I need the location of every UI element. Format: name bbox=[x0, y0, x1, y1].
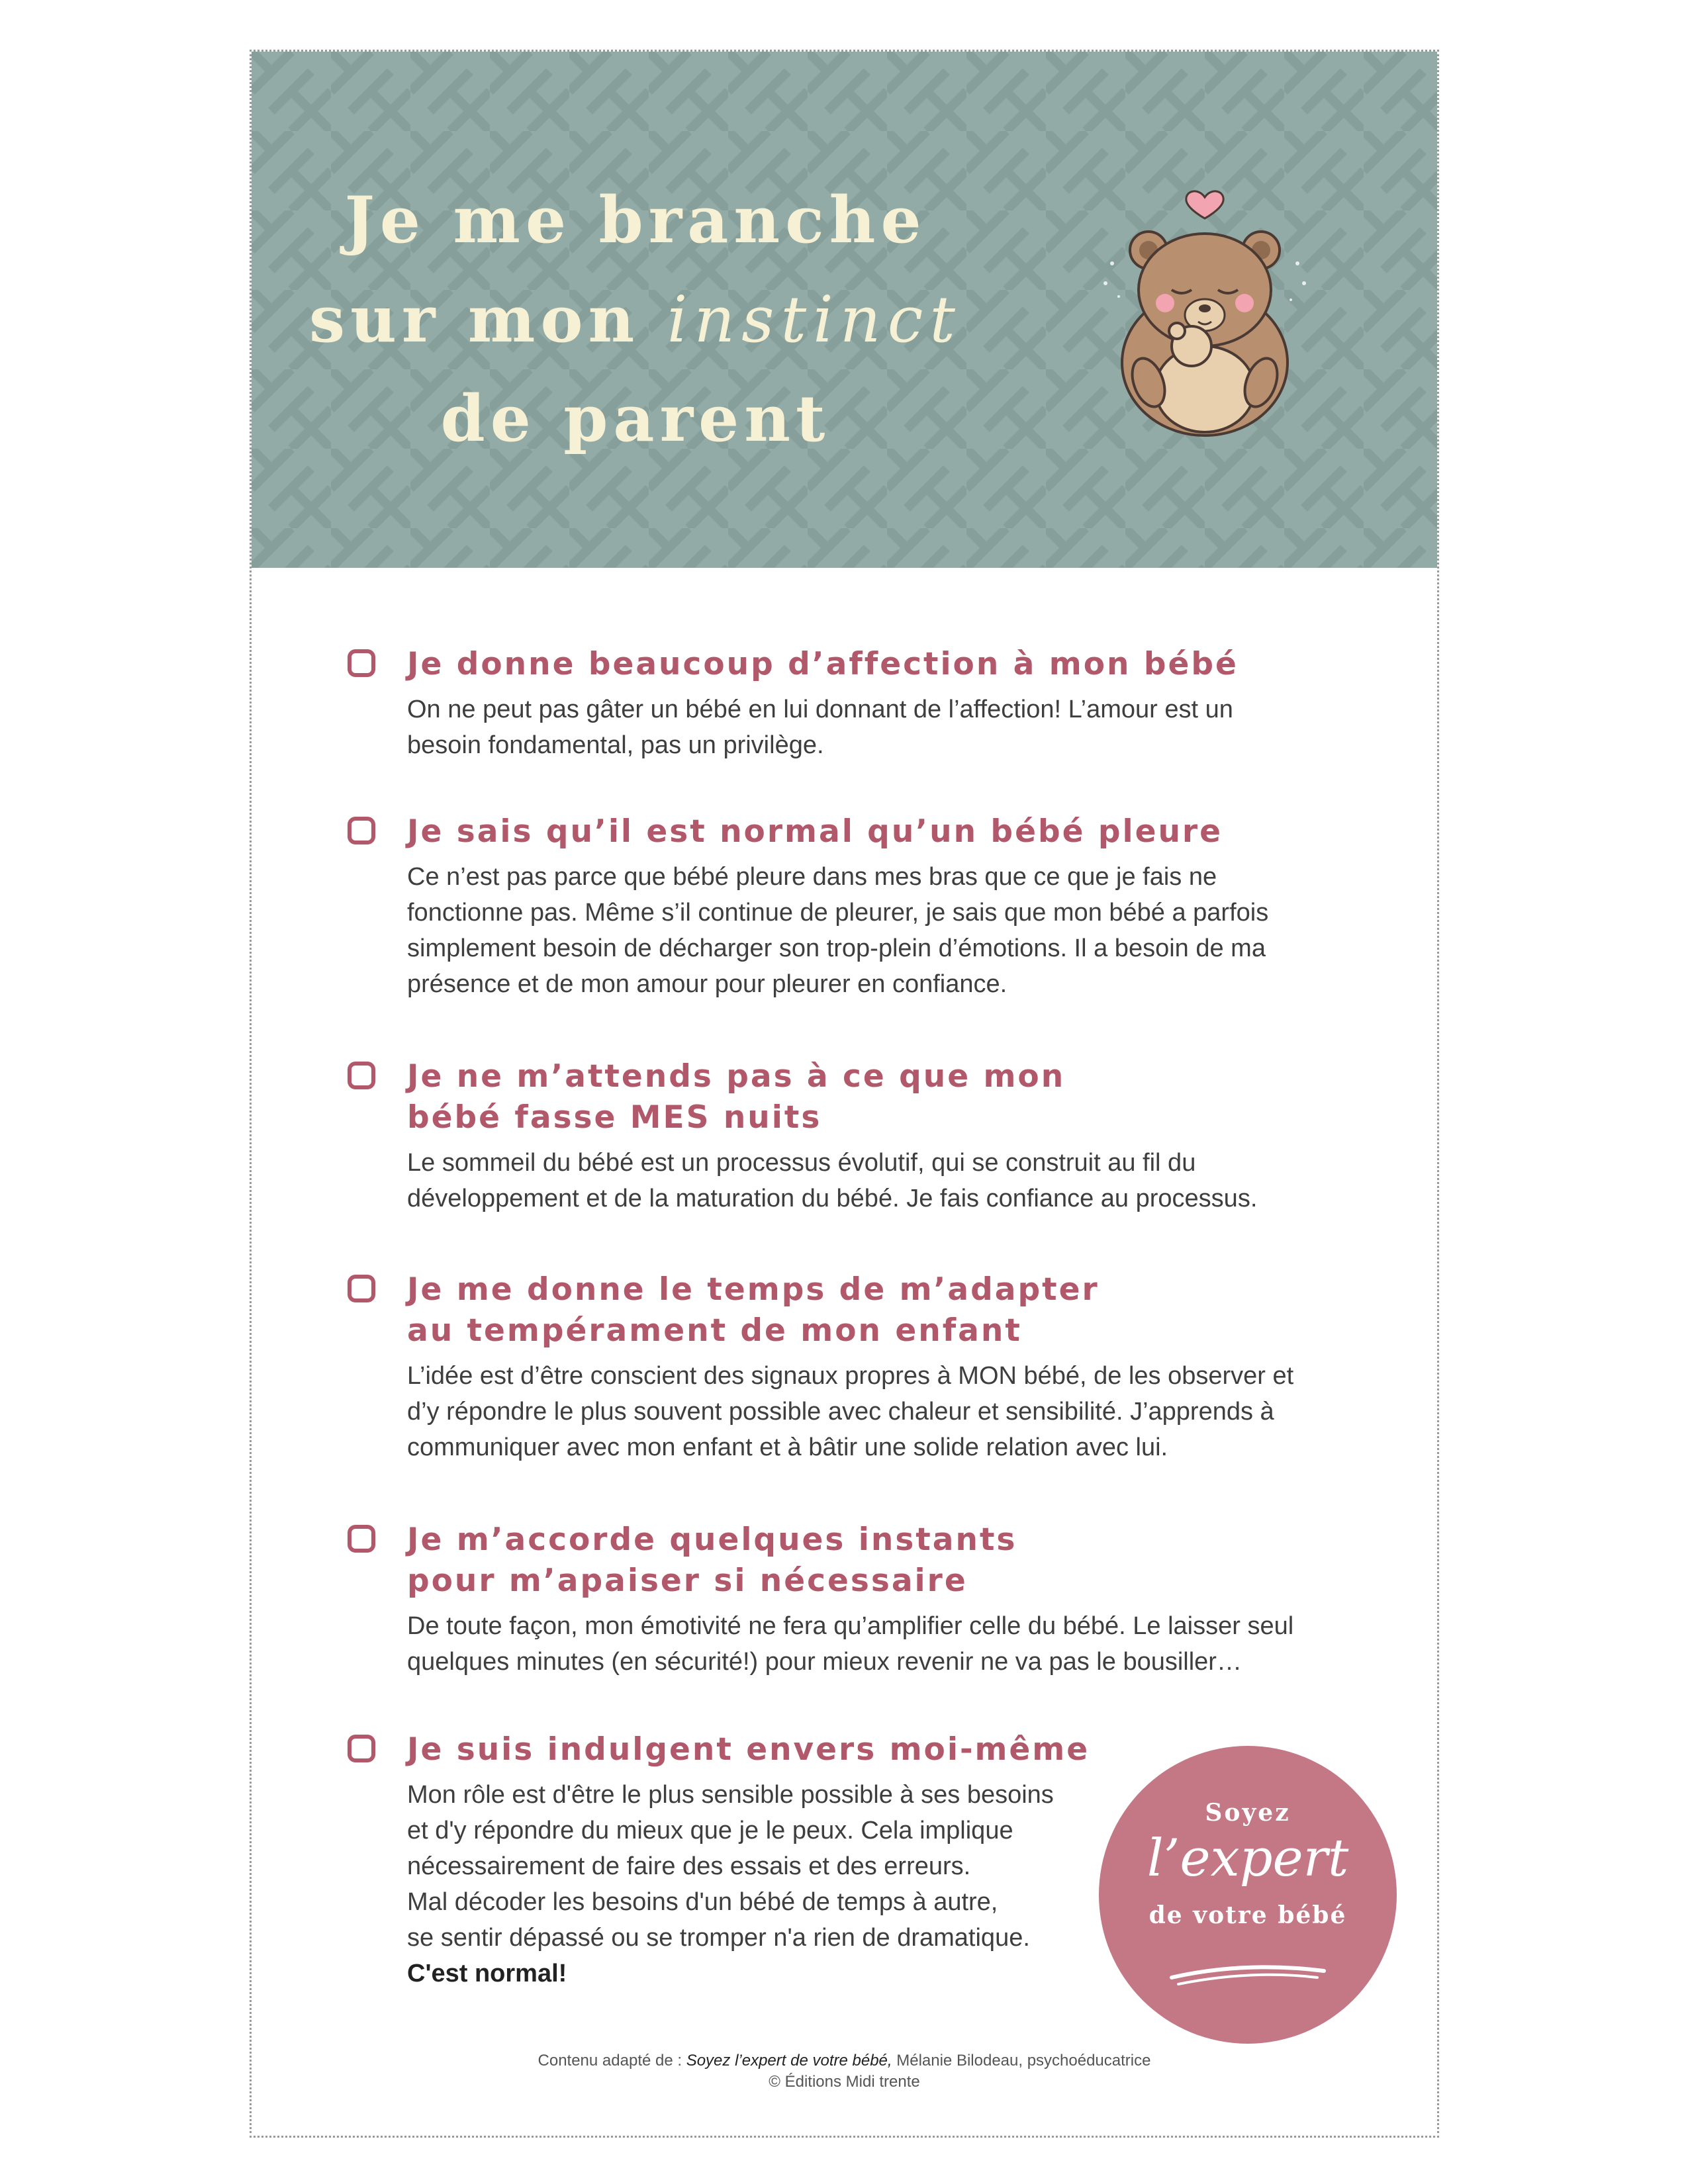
item-body: Mon rôle est d'être le plus sensible possible à ses besoins et d'y répondre du mieux que je le peux. Cela implique nécessairement de faire des essais et des erreurs. Mal décoder les besoins d'un bébé de temps à autre, se sentir dépassé ou se tromper n'a rien de dramatique. bbox=[407, 1781, 1054, 1952]
item-body: De toute façon, mon émotivité ne fera qu’amplifier celle du bébé. Le laisser seul quelques minutes (en sécurité!) pour mieux revenir ne va pas le bousiller… bbox=[407, 1612, 1294, 1676]
item-title: Je me donne le temps de m’adapter au tempérament de mon enfant bbox=[407, 1271, 1100, 1349]
checklist-item bbox=[348, 811, 1380, 1002]
footer-source bbox=[252, 2050, 1437, 2071]
title-line-2 bbox=[305, 270, 966, 369]
item-body: Le sommeil du bébé est un processus évolutif, qui se construit au fil du développement et de la maturation du bébé. Je fais confiance au processus. bbox=[407, 1149, 1258, 1212]
item-title: Je donne beaucoup d’affection à mon bébé bbox=[407, 646, 1239, 682]
checklist-item bbox=[348, 1520, 1380, 1680]
checklist-card bbox=[250, 50, 1439, 2138]
badge-line-2: l’expert bbox=[1147, 1829, 1349, 1888]
swoosh-icon bbox=[1165, 1958, 1331, 1991]
checkbox-icon[interactable] bbox=[348, 649, 375, 677]
checkbox-icon[interactable] bbox=[348, 1062, 375, 1089]
badge-line-1: Soyez bbox=[1205, 1799, 1291, 1827]
footer-credits bbox=[252, 2050, 1437, 2093]
header-banner bbox=[252, 52, 1437, 568]
checkbox-icon[interactable] bbox=[348, 1735, 375, 1762]
checkbox-icon[interactable] bbox=[348, 1275, 375, 1302]
item-title: Je ne m’attends pas à ce que mon bébé fasse MES nuits bbox=[407, 1058, 1066, 1136]
badge-line-3: de votre bébé bbox=[1149, 1901, 1347, 1929]
heart-icon bbox=[1186, 191, 1223, 218]
expert-badge bbox=[1099, 1746, 1397, 2044]
footer-author: Mélanie Bilodeau, psychoéducatrice bbox=[892, 2052, 1151, 2070]
item-body: On ne peut pas gâter un bébé en lui donnant de l’affection! L’amour est un besoin fondamental, pas un privilège. bbox=[407, 696, 1233, 759]
title-line-3: de parent bbox=[440, 381, 831, 456]
footer-prefix: Contenu adapté de : bbox=[538, 2052, 686, 2070]
bear-illustration bbox=[1086, 164, 1324, 442]
item-emphasis: C'est normal! bbox=[407, 1960, 567, 1987]
item-body: L’idée est d’être conscient des signaux propres à MON bébé, de les observer et d’y répondre le plus souvent possible avec chaleur et sensibilité. J’apprends à communiquer avec mon enfant et à bâtir une solide relation avec lui. bbox=[407, 1362, 1294, 1461]
item-title: Je m’accorde quelques instants pour m’apaiser si nécessaire bbox=[407, 1522, 1017, 1599]
checklist-item bbox=[348, 644, 1380, 763]
title-line-1: Je me branche bbox=[344, 183, 927, 257]
footer-book-title: Soyez l’expert de votre bébé, bbox=[686, 2052, 892, 2070]
item-title: Je suis indulgent envers moi-même bbox=[407, 1731, 1090, 1768]
item-title: Je sais qu’il est normal qu’un bébé pleure bbox=[407, 813, 1223, 850]
item-body: Ce n’est pas parce que bébé pleure dans mes bras que ce que je fais ne fonctionne pas. Même s’il continue de pleurer, je sais que mon bébé a parfois simplement besoin de décharger son trop-plein d’émotions. Il a besoin de ma présence et de mon amour pour pleurer en confiance. bbox=[407, 863, 1269, 998]
checkbox-icon[interactable] bbox=[348, 1525, 375, 1553]
checklist-item bbox=[348, 1269, 1380, 1465]
title-line-2-text: sur mon bbox=[309, 282, 667, 357]
footer-publisher: © Éditions Midi trente bbox=[769, 2073, 920, 2091]
checklist-item bbox=[348, 1056, 1380, 1216]
checkbox-icon[interactable] bbox=[348, 817, 375, 844]
page-title bbox=[305, 171, 966, 469]
title-emphasis: instinct bbox=[667, 283, 962, 357]
